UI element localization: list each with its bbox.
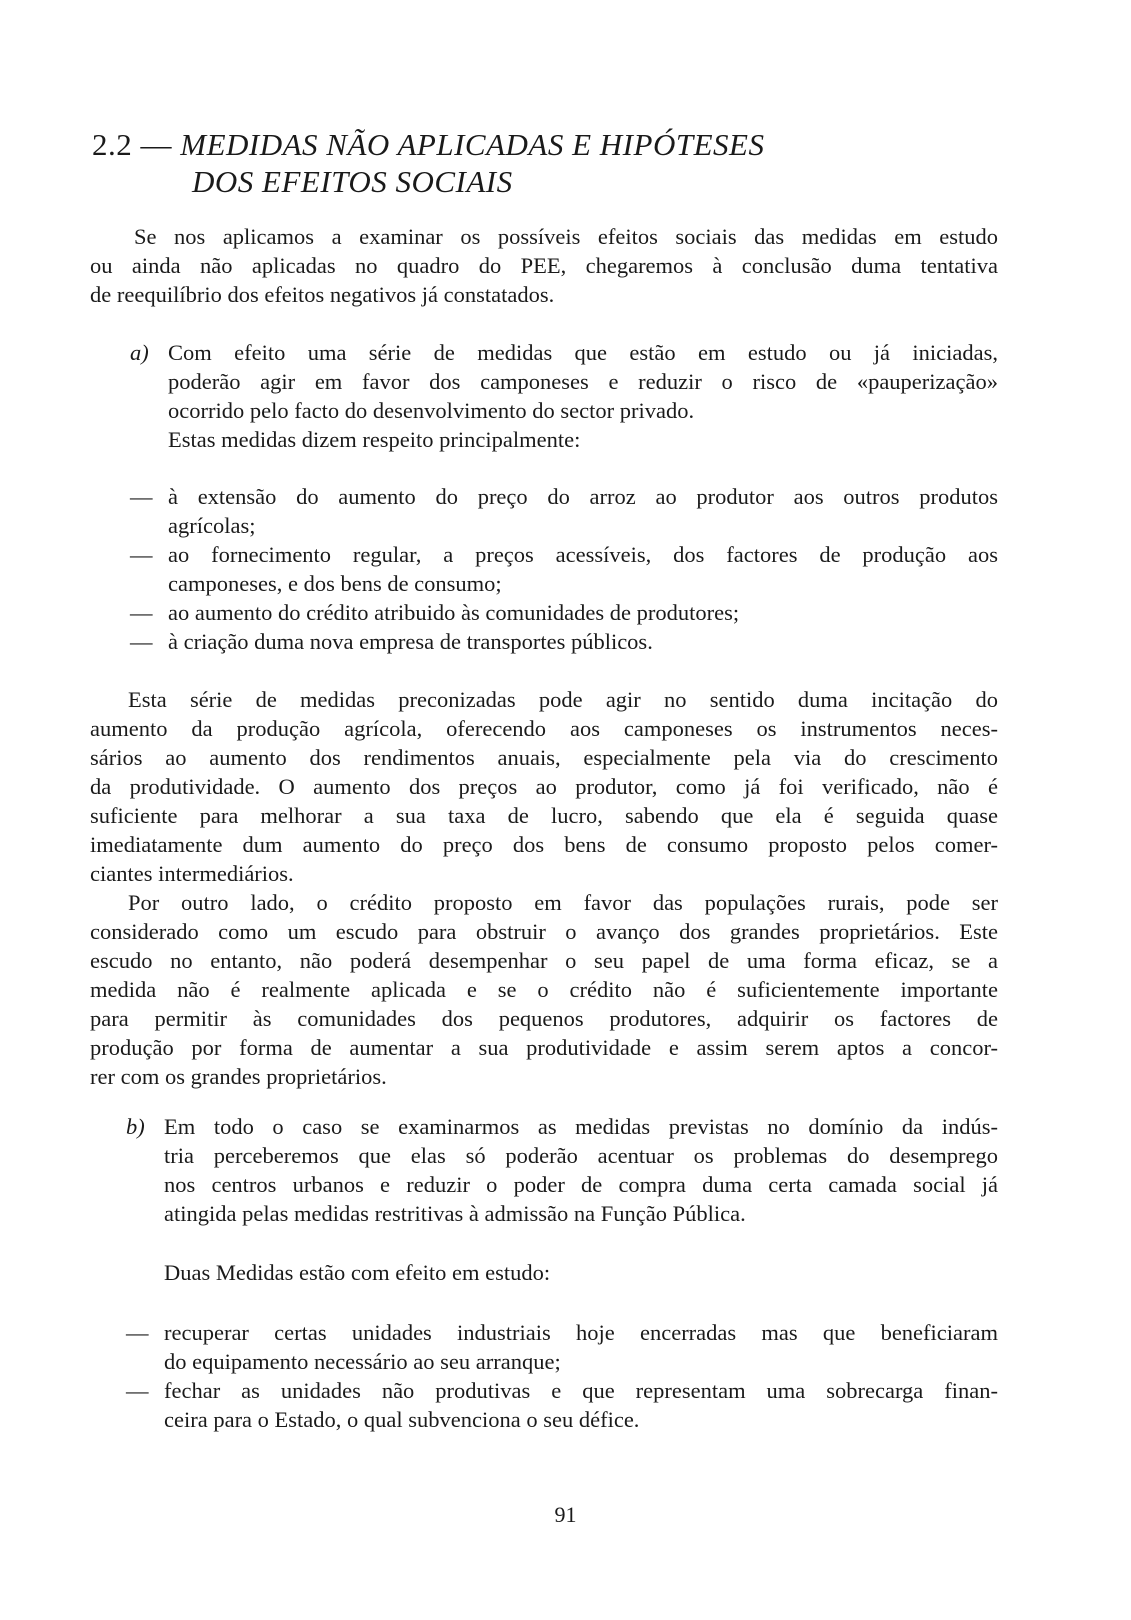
list-b-item-2 <box>126 1376 998 1434</box>
paragraph-1 <box>90 685 998 888</box>
item-b <box>126 1112 998 1287</box>
dash-icon: — <box>130 484 153 509</box>
text-line: medida não é realmente aplicada e se o crédito não é suficientemente importante <box>90 977 998 1002</box>
text-line: ao aumento do crédito atribuido às comunidades de produtores; <box>168 600 740 625</box>
text-line: Estas medidas dizem respeito principalmente: <box>168 427 581 452</box>
text-line: Em todo o caso se examinarmos as medidas previstas no domínio da indús- <box>164 1114 998 1139</box>
section-title-line-1: MEDIDAS NÃO APLICADAS E HIPÓTESES <box>180 127 765 162</box>
text-line: escudo no entanto, não poderá desempenhar o seu papel de uma forma eficaz, se a <box>90 948 998 973</box>
dash-icon: — <box>130 629 153 654</box>
text-line: do equipamento necessário ao seu arranque; <box>164 1349 561 1374</box>
text-line: ciantes intermediários. <box>90 861 294 886</box>
item-b-marker: b) <box>126 1114 145 1139</box>
intro-paragraph <box>90 222 998 309</box>
text-line: agrícolas; <box>168 513 256 538</box>
list-a-item-2 <box>130 540 998 598</box>
dash-icon: — <box>126 1378 149 1403</box>
list-a-item-1 <box>130 482 998 540</box>
text-line: à criação duma nova empresa de transportes públicos. <box>168 629 653 654</box>
paragraph-2 <box>90 888 998 1091</box>
text-line: recuperar certas unidades industriais hoje encerradas mas que beneficiaram <box>164 1320 998 1345</box>
text-line: Por outro lado, o crédito proposto em favor das populações rurais, pode ser <box>128 890 998 915</box>
text-line: à extensão do aumento do preço do arroz ao produtor aos outros produtos <box>168 484 998 509</box>
text-line: ao fornecimento regular, a preços acessíveis, dos factores de produção aos <box>168 542 998 567</box>
text-line: Com efeito uma série de medidas que estão em estudo ou já iniciadas, <box>168 340 998 365</box>
dash-icon: — <box>130 600 153 625</box>
text-line: Duas Medidas estão com efeito em estudo: <box>164 1260 551 1285</box>
text-line: nos centros urbanos e reduzir o poder de compra duma certa camada social já <box>164 1172 998 1197</box>
list-a-item-3 <box>130 598 998 627</box>
text-line: suficiente para melhorar a sua taxa de lucro, sabendo que ela é seguida quase <box>90 803 998 828</box>
page-number: 91 <box>554 1502 577 1527</box>
item-a-marker: a) <box>130 340 149 365</box>
text-line: tria perceberemos que elas só poderão acentuar os problemas do desemprego <box>164 1143 998 1168</box>
text-line: poderão agir em favor dos camponeses e reduzir o risco de «pauperização» <box>168 369 998 394</box>
list-b-item-1 <box>126 1318 998 1376</box>
text-line: da produtividade. O aumento dos preços ao produtor, como já foi verificado, não é <box>90 774 998 799</box>
text-line: atingida pelas medidas restritivas à admissão na Função Pública. <box>164 1201 746 1226</box>
dash-icon: — <box>130 542 153 567</box>
text-line: de reequilíbrio dos efeitos negativos já constatados. <box>90 282 555 307</box>
text-line: camponeses, e dos bens de consumo; <box>168 571 502 596</box>
text-line: ocorrido pelo facto do desenvolvimento do sector privado. <box>168 398 695 423</box>
item-a <box>130 338 998 454</box>
dash-icon: — <box>126 1320 149 1345</box>
text-line: considerado como um escudo para obstruir o avanço dos grandes proprietários. Este <box>90 919 998 944</box>
text-line: rer com os grandes proprietários. <box>90 1064 387 1089</box>
list-a-item-4 <box>130 627 998 656</box>
text-line: para permitir às comunidades dos pequenos produtores, adquirir os factores de <box>90 1006 998 1031</box>
text-line: aumento da produção agrícola, oferecendo aos camponeses os instrumentos neces- <box>90 716 998 741</box>
text-line: Se nos aplicamos a examinar os possíveis efeitos sociais das medidas em estudo <box>134 224 998 249</box>
text-line: sários ao aumento dos rendimentos anuais, especialmente pela via do crescimento <box>90 745 998 770</box>
text-line: ou ainda não aplicadas no quadro do PEE, chegaremos à conclusão duma tentativa <box>90 253 998 278</box>
text-line: fechar as unidades não produtivas e que representam uma sobrecarga finan- <box>164 1378 998 1403</box>
text-line: imediatamente dum aumento do preço dos bens de consumo proposto pelos comer- <box>90 832 998 857</box>
text-line: Esta série de medidas preconizadas pode agir no sentido duma incitação do <box>128 687 998 712</box>
section-number: 2.2 — <box>92 127 172 162</box>
section-title-line-2: DOS EFEITOS SOCIAIS <box>192 164 513 199</box>
text-line: ceira para o Estado, o qual subvenciona o seu défice. <box>164 1407 640 1432</box>
text-line: produção por forma de aumentar a sua produtividade e assim serem aptos a concor- <box>90 1035 998 1060</box>
section-heading <box>92 126 992 200</box>
